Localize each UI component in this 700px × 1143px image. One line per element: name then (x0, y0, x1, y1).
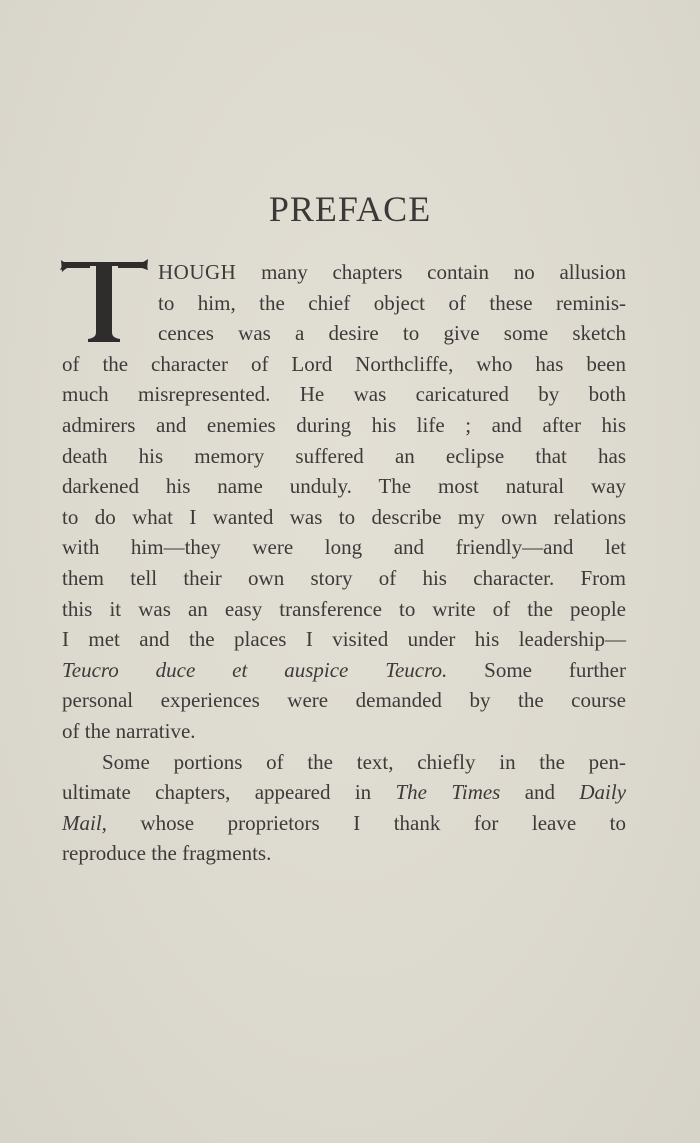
text-line: death his memory suffered an eclipse that has (62, 443, 626, 468)
text-line: of the narrative. (62, 718, 196, 743)
text-line: reproduce the fragments. (62, 841, 272, 866)
newspaper-title: The Times (395, 780, 501, 805)
text-line: them tell their own story of his character. From (62, 565, 626, 590)
text-line: Mail, whose proprietors I thank for leave to (62, 810, 626, 835)
text-line: personal experiences were demanded by the course (62, 688, 626, 713)
page-title: PREFACE (268, 189, 432, 229)
first-word-rest: HOUGH (158, 260, 237, 284)
text-line: with him—they were long and friendly—and let (62, 535, 626, 560)
text-line: Some portions of the text, chiefly in the pen- (102, 749, 626, 774)
text-line: I met and the places I visited under his leadership— (62, 627, 626, 652)
text-line: HOUGH many chapters contain no allusion (158, 260, 626, 284)
text-line: cences was a desire to give some sketch (158, 321, 626, 346)
text-line: of the character of Lord Northcliffe, who has been (62, 351, 626, 376)
text-line: Teucro duce et auspice Teucro. Some further (62, 657, 626, 682)
newspaper-title: Mail, (62, 810, 107, 835)
text-line: this it was an easy transference to write of the people (62, 596, 626, 621)
text-line: to him, the chief object of these reminis- (158, 290, 626, 315)
text-line: darkened his name unduly. The most natural way (62, 474, 626, 499)
text-line: admirers and enemies during his life ; and after his (62, 412, 626, 437)
latin-quote: Teucro duce et auspice Teucro. (62, 657, 448, 682)
newspaper-title: Daily (579, 780, 627, 805)
text-line: much misrepresented. He was caricatured by both (62, 382, 626, 407)
preface-body (62, 257, 626, 869)
text-line: to do what I wanted was to describe my own relations (62, 504, 626, 529)
text-line: ultimate chapters, appeared in The Times and Daily (62, 780, 627, 805)
